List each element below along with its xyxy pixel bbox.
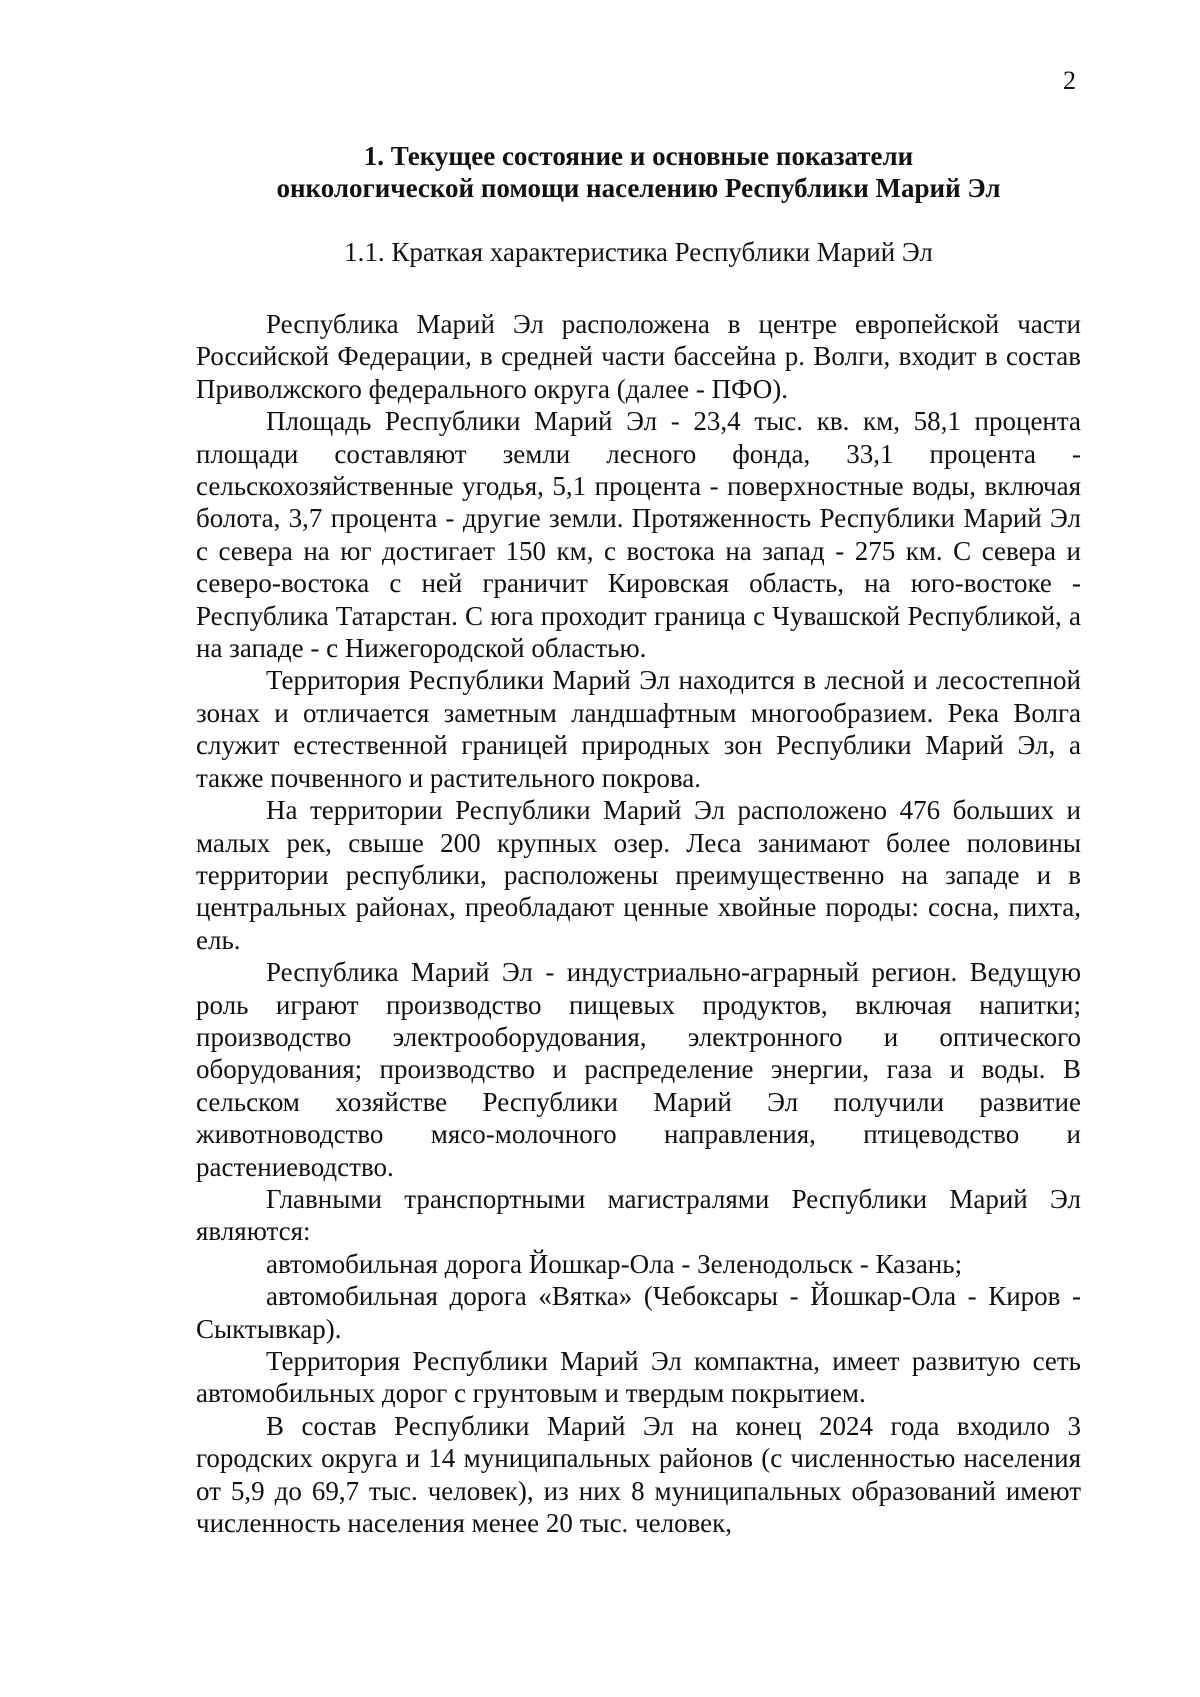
body-text [196, 308, 1081, 1539]
paragraph-rivers-forests: На территории Республики Марий Эл расположено 476 больших и малых рек, свыше 200 крупных озер. Леса занимают более половины территории республики, расположены преимущественно на западе и в центральных районах, преобладают ценные хвойные породы: сосна, пихта, ель. [196, 795, 1081, 955]
paragraph-road-kazan: автомобильная дорога Йошкар-Ола - Зеленодольск - Казань; [266, 1248, 963, 1279]
section-heading-line-2: онкологической помощи населению Республики Марий Эл [276, 173, 1001, 203]
paragraph-transport-intro: Главными транспортными магистралями Республики Марий Эл являются: [196, 1183, 1081, 1247]
paragraph-economy: Республика Марий Эл - индустриально-аграрный регион. Ведущую роль играют производство пищевых продуктов, включая напитки; производство электрооборудования, электронного и оптического оборудования; производство и распределение энергии, газа и воды. В сельском хозяйстве Республики Марий Эл получили развитие животноводство мясо-молочного направления, птицеводство и растениеводство. [196, 957, 1081, 1182]
paragraph-road-vyatka: автомобильная дорога «Вятка» (Чебоксары - Йошкар-Ола - Киров - Сыктывкар). [196, 1281, 1081, 1344]
paragraph-area: Площадь Республики Марий Эл - 23,4 тыс. кв. км, 58,1 процента площади составляют земли лесного фонда, 33,1 процента - сельскохозяйственные угодья, 5,1 процента - поверхностные воды, включая болота, 3,7 процента - другие земли. Протяженность Республики Марий Эл с севера на юг достигает 150 км, с востока на запад - 275 км. С севера и северо-востока с ней граничит Кировская область, на юго-востоке - Республика Татарстан. С юга проходит граница с Чувашской Республикой, а на западе - с Нижегородской областью. [196, 406, 1081, 664]
paragraph-road-network: Территория Республики Марий Эл компактна, имеет развитую сеть автомобильных дорог с грунтовым и твердым покрытием. [196, 1346, 1081, 1409]
paragraph-territory-zones: Территория Республики Марий Эл находится в лесной и лесостепной зонах и отличается заметным ландшафтным многообразием. Река Волга служит естественной границей природных зон Республики Марий Эл, а также почвенного и растительного покрова. [196, 665, 1081, 793]
page-number: 2 [1063, 66, 1076, 95]
section-heading-line-1: 1. Текущее состояние и основные показатели [363, 141, 914, 171]
section-heading [196, 140, 1081, 204]
paragraph-municipalities: В состав Республики Марий Эл на конец 2024 года входило 3 городских округа и 14 муниципальных районов (с численностью населения от 5,9 до 69,7 тыс. человек), из них 8 муниципальных образований имеют численность населения менее 20 тыс. человек, [196, 1410, 1081, 1539]
subsection-heading: 1.1. Краткая характеристика Республики Марий Эл [344, 237, 933, 267]
paragraph-location: Республика Марий Эл расположена в центре европейской части Российской Федерации, в средней части бассейна р. Волги, входит в состав Приволжского федерального округа (далее - ПФО). [196, 309, 1081, 404]
